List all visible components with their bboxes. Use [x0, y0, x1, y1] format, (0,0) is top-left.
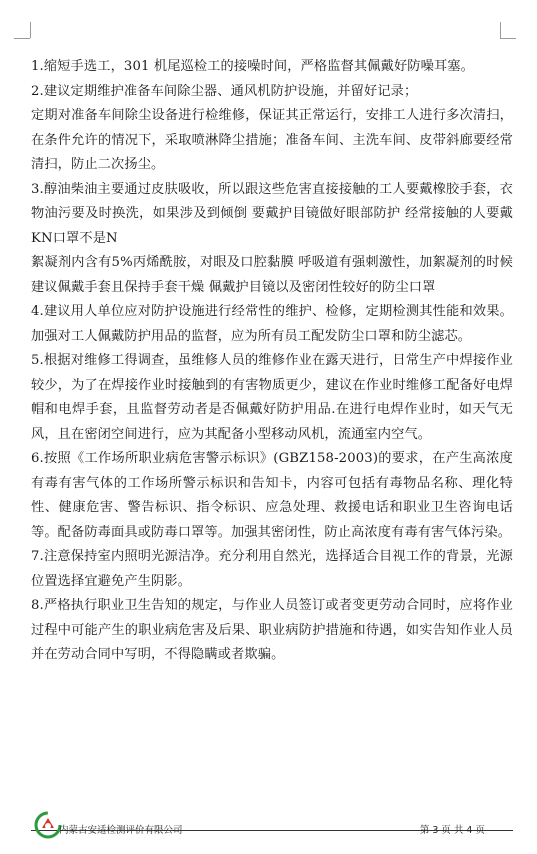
paragraph-5: 5.根据对维修工得调查，虽维修人员的维修作业在露天进行，日常生产中焊接作业较少，为了在焊接作业时接触到的有害物质更少，建议在作业时维修工配备好电焊帽和电焊手套，且监督劳动者是否佩戴好防护用品.在进行电焊作业时，如天气无风，且在密闭空间进行，应为其配备小型移动风机，流通室内空气。	[31, 353, 513, 442]
crop-mark-top-left-v	[30, 22, 31, 38]
paragraph-4: 4.建议用人单位应对防护设施进行经常性的维护、检修，定期检测其性能和效果。加强对工人佩戴防护用品的监督，应为所有员工配发防尘口罩和防尘滤芯。	[31, 304, 513, 344]
footer-page-number: 第 3 页 共 4 页	[419, 825, 485, 836]
crop-mark-top-right-v	[500, 22, 501, 38]
paragraph-2-detail: 定期对准备车间除尘设备进行检维修，保证其正常运行，安排工人进行多次清扫，在条件允许的情况下，采取喷淋降尘措施；准备车间、主洗车间、皮带斜廊要经常清扫，防止二次扬尘。	[31, 108, 513, 172]
paragraph-2: 2.建议定期维护准备车间除尘器、通风机防护设施，并留好记录；	[31, 83, 418, 99]
footer-company-name: 内蒙古安适检测评价有限公司	[59, 825, 183, 836]
paragraph-3-flocculant: 絮凝剂内含有5%丙烯酰胺，对眼及口腔黏膜 呼吸道有强刺激性，加絮凝剂的时候建议佩戴手套且保持手套干燥 佩戴护目镜以及密闭性较好的防尘口罩	[31, 255, 513, 295]
crop-mark-top-left-h	[14, 38, 30, 39]
paragraph-8: 8.严格执行职业卫生告知的规定，与作业人员签订或者变更劳动合同时，应将作业过程中可能产生的职业病危害及后果、职业病防护措施和待遇，如实告知作业人员并在劳动合同中写明，不得隐瞒或者欺骗。	[31, 598, 513, 662]
paragraph-3: 3.醇油柴油主要通过皮肤吸收，所以跟这些危害直接接触的工人要戴橡胶手套，衣物油污要及时换洗，如果涉及到倾倒 要戴护目镜做好眼部防护 经常接触的人要戴KN口罩不是N	[31, 181, 513, 246]
paragraph-6: 6.按照《工作场所职业病危害警示标识》(GBZ158-2003)的要求，在产生高浓度有毒有害气体的工作场所警示标识和告知卡，内容可包括有毒物品名称、理化特性、健康危害、警告标识、指令标识、应急处理、救援电话和职业卫生咨询电话等。配备防毒面具或防毒口罩等。加强其密闭性，防止高浓度有毒有害气体污染。	[31, 451, 513, 540]
document-body	[31, 55, 513, 668]
crop-mark-top-right-h	[500, 38, 516, 39]
paragraph-7: 7.注意保持室内照明光源洁净。充分利用自然光，选择适合目视工作的背景，光源位置选择宜避免产生阴影。	[31, 549, 513, 589]
paragraph-1: 1.缩短手选工，301 机尾巡检工的接噪时间，严格监督其佩戴好防噪耳塞。	[31, 59, 474, 74]
page-footer	[31, 810, 513, 844]
